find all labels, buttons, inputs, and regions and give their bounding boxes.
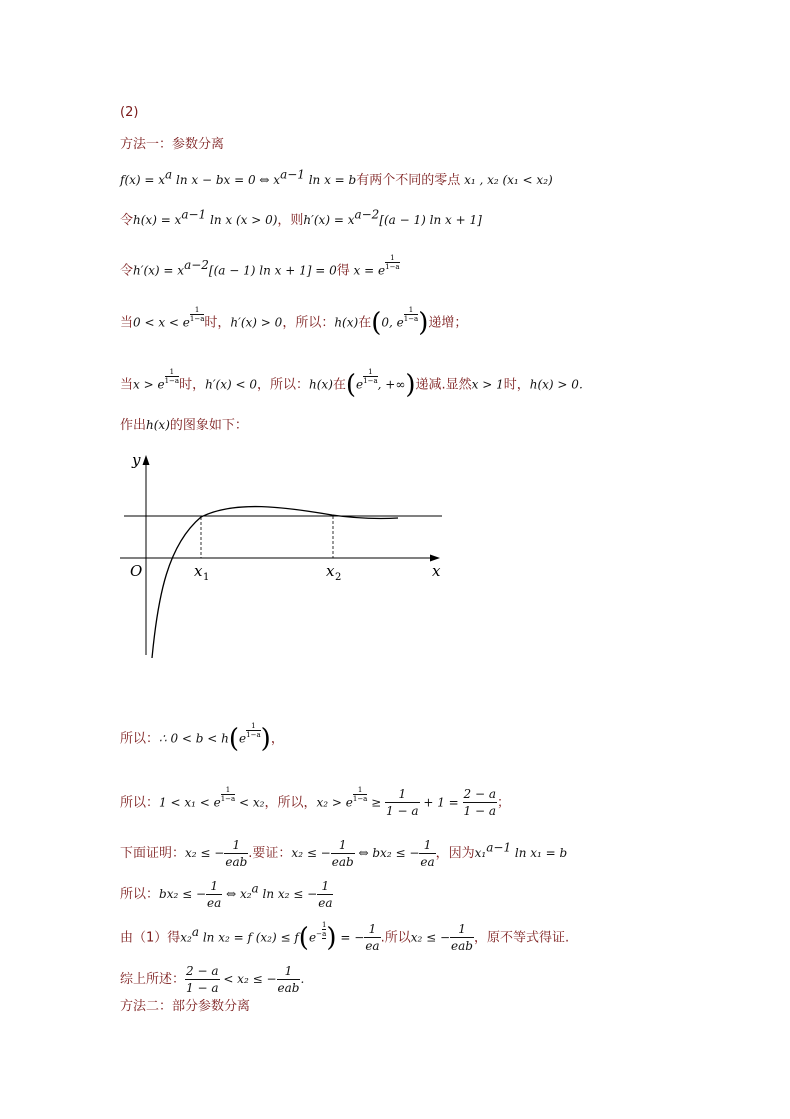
x-axis-arrow bbox=[430, 555, 440, 562]
h-function-graph bbox=[110, 445, 460, 670]
x2-subscript: 2 bbox=[335, 572, 342, 583]
h-curve bbox=[152, 507, 398, 658]
y-axis-label: y bbox=[132, 451, 141, 469]
equivalent-inequality-line: 所以：bx₂ ≤ − $\frac{1}{ea}$ ⇔ x₂$^a$ ln x₂ ≤ − $\frac{1}{ea}$ bbox=[120, 879, 333, 910]
x2-label: x bbox=[326, 562, 335, 580]
part-number: (2) bbox=[120, 105, 139, 120]
summary-line: 综上所述： $\frac{2 - a}{1 - a}$ < x₂ ≤ − $\frac{1}{\text{eab}}$ . bbox=[120, 964, 305, 995]
critical-point-line: 令$h'(x) = x^{a-2}[(a - 1)$ ln x + 1] = 0得 x = e $\frac{1}{1-a}$ bbox=[120, 254, 400, 279]
x1-subscript: 1 bbox=[203, 572, 210, 583]
method-one-heading: 方法一：参数分离 bbox=[120, 137, 225, 152]
zero-condition-line: $f(x) = x^a$ ln x − bx = 0 ⇔ $x^{a-1}$ ln x = b有两个不同的零点 x₁ , x₂ (x₁ < x₂) bbox=[120, 167, 553, 188]
define-h-line: 令$h(x) = x^{a-1}$ ln x (x > 0)，则$h'(x) = x^{a-2}[(a - 1)$ ln x + 1] bbox=[120, 207, 482, 228]
increasing-interval-line: 当0 < x < e $\frac{1}{1-a}$ 时，h′(x) > 0，所以：h(x)在(0, e $\frac{1}{1-a}$ )递增； bbox=[120, 306, 468, 338]
method-two-heading: 方法二：部分参数分离 bbox=[120, 999, 251, 1014]
origin-label: O bbox=[130, 562, 143, 580]
x2-lower-bound-line: 所以：1 < x₁ < e $\frac{1}{1-a}$ < x₂，所以，x₂ > e $\frac{1}{1-a}$ ≥ $\frac{1}{1 - a}$ + 1 = $\frac{2 - a}{1 - a}$ ； bbox=[120, 786, 511, 819]
b-range-line: 所以：∴ 0 < b < h(e $\frac{1}{1-a}$ )， bbox=[120, 722, 284, 754]
decreasing-interval-line: 当x > e $\frac{1}{1-a}$ 时，h′(x) < 0，所以：h(x)在(e $\frac{1}{1-a}$ , +∞)递减.显然x > 1时，h(x) > 0. bbox=[120, 368, 583, 400]
to-prove-line: 下面证明：x₂ ≤ − $\frac{1}{\text{eab}}$ .要证：x₂ ≤ − $\frac{1}{\text{eab}}$ ⇔ bx₂ ≤ − $\frac{1}{ea}$ ，因为x₁$^{a-1}$ ln x₁ = b bbox=[120, 838, 568, 869]
proof-conclusion-line: 由（1）得x₂$^a$ ln x₂ = f (x₂) ≤ f(e− $\frac{1}{a}$ ) = − $\frac{1}{ea}$ .所以x₂ ≤ − $\frac{1}{\text{eab}}$ ，原不等式得证. bbox=[120, 921, 570, 954]
x-axis-label: x bbox=[432, 562, 441, 580]
x1-label: x bbox=[194, 562, 203, 580]
y-axis-arrow bbox=[143, 455, 150, 465]
graph-intro-line: 作出h(x)的图象如下： bbox=[120, 418, 248, 433]
